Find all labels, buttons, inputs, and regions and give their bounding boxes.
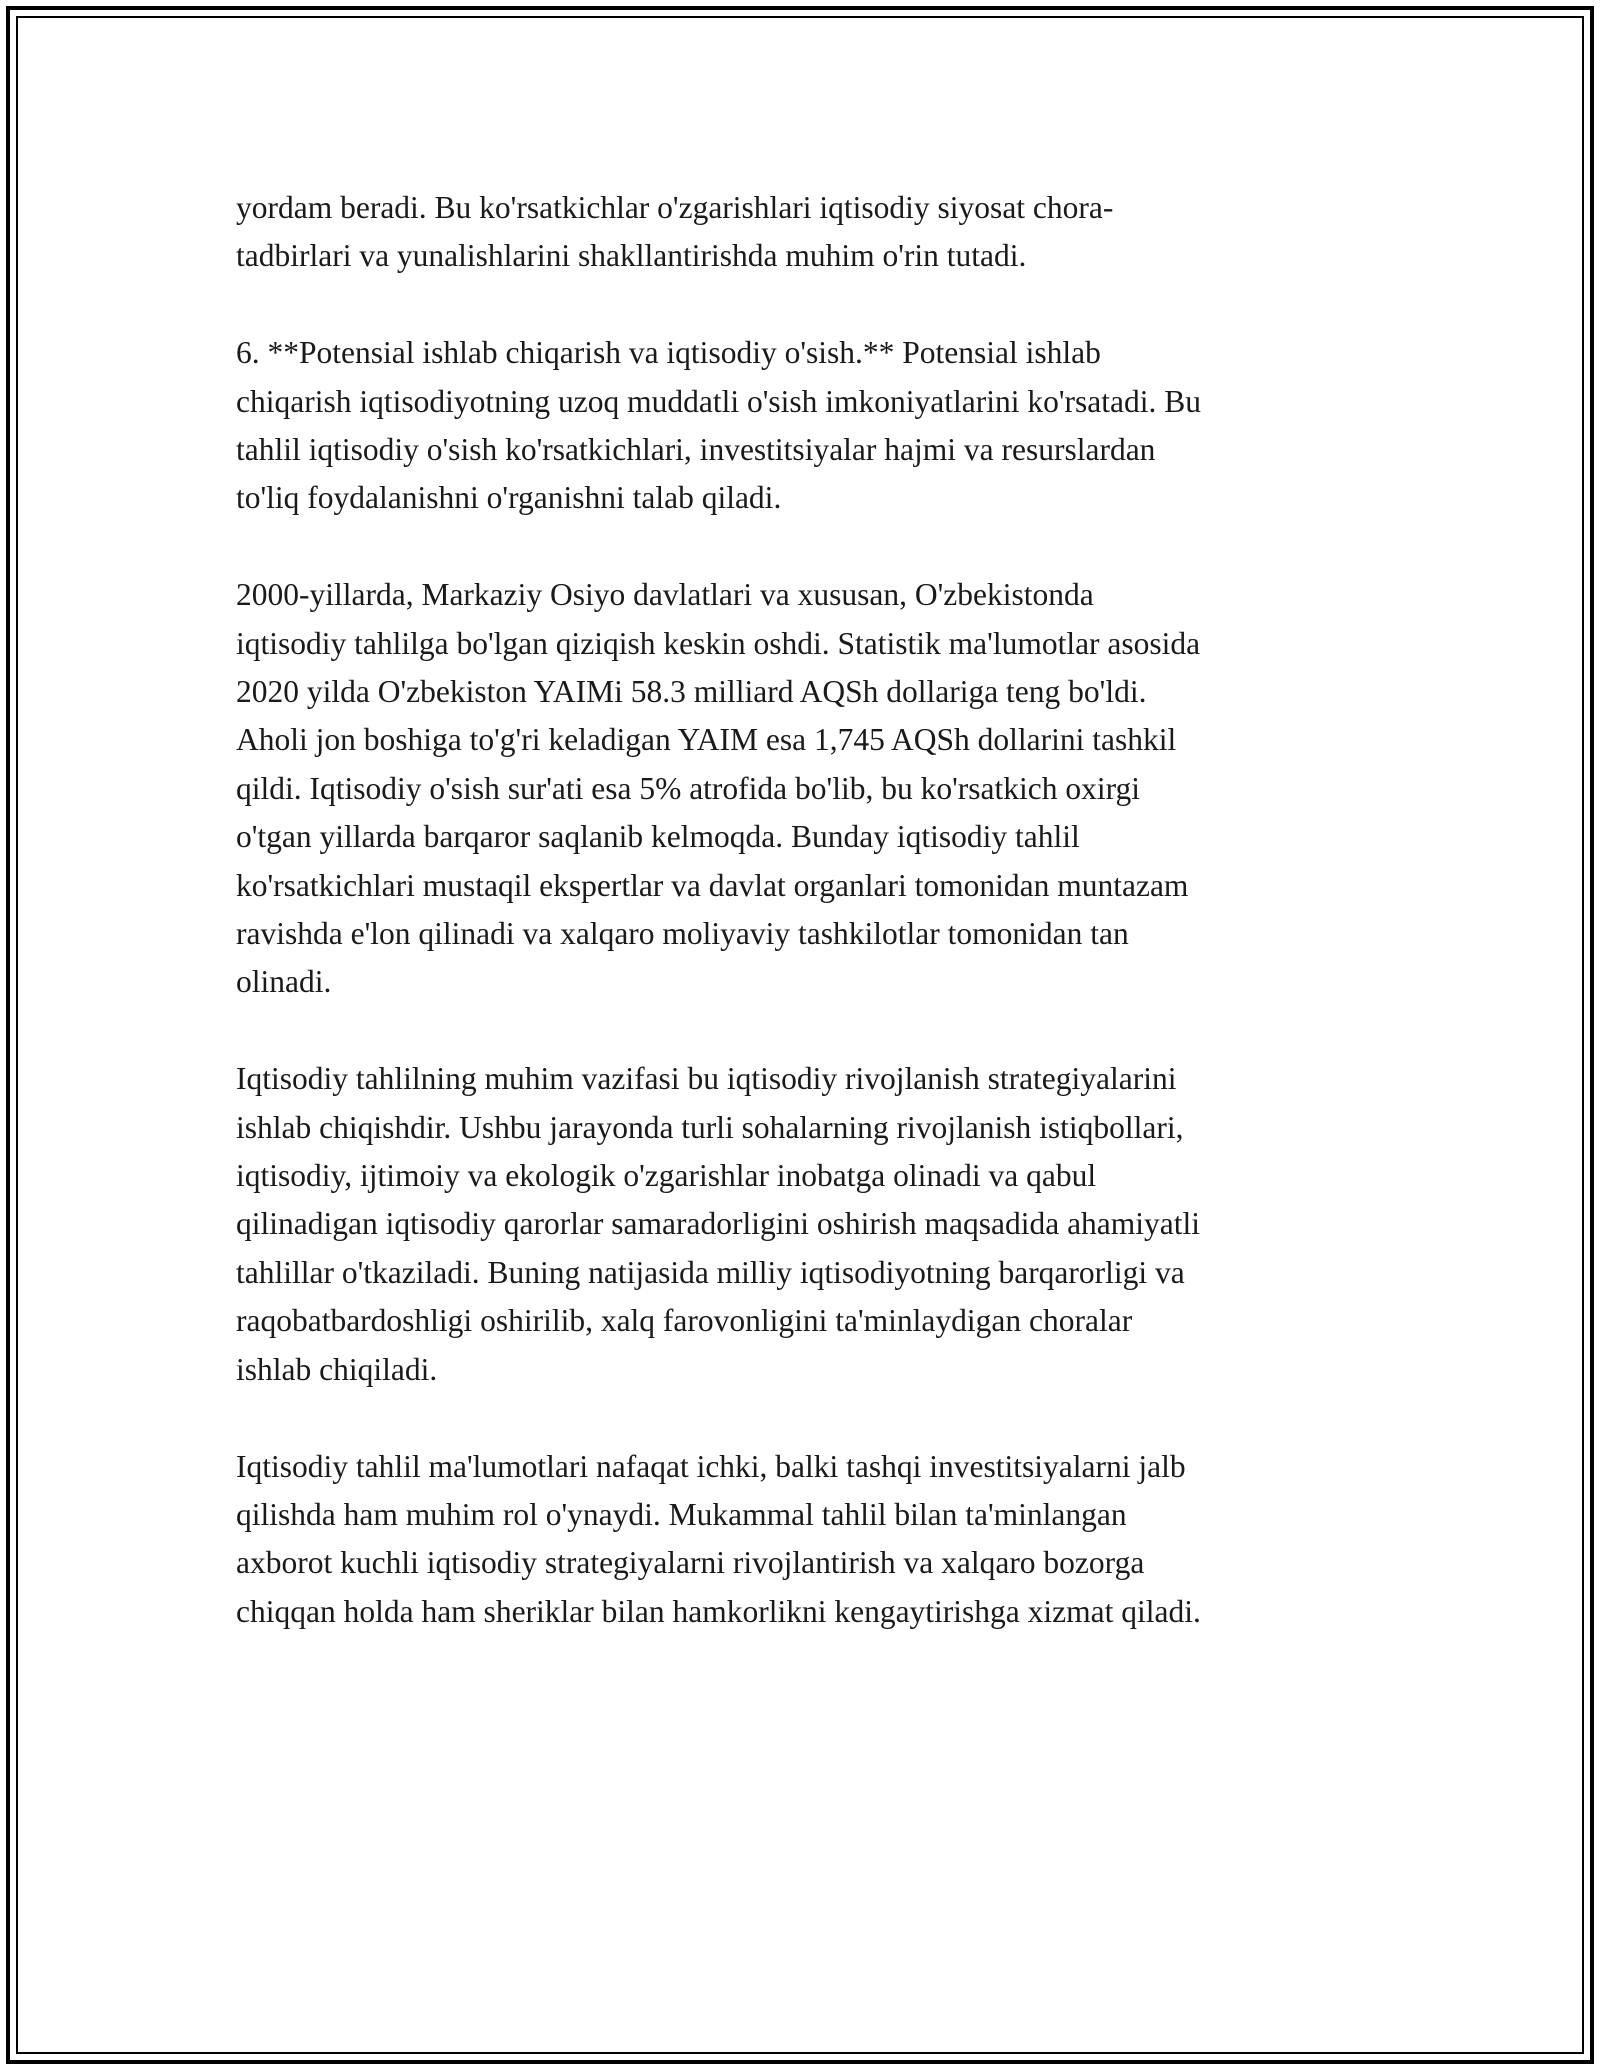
paragraph-4: Iqtisodiy tahlilning muhim vazifasi bu iqtisodiy rivojlanish strategiyalarini ishlab chiqishdir. Ushbu jarayonda turli sohalarning rivojlanish istiqbollari, iqtisodiy, ijtimoiy va ekologik o'zgarishlar inobatga olinadi va qabul qilinadigan iqtisodiy qarorlar samaradorligini oshirish maqsadida ahamiyatli tahlillar o'tkaziladi. Buning natijasida milliy iqtisodiyotning barqarorligi va raqobatbardoshligi oshirilib, xalq farovonligini ta'minlaydigan choralar ishlab chiqiladi. [236, 1061, 1201, 1387]
paragraph-2: 6. **Potensial ishlab chiqarish va iqtisodiy o'sish.** Potensial ishlab chiqarish iqtisodiyotning uzoq muddatli o'sish imkoniyatlarini ko'rsatadi. Bu tahlil iqtisodiy o'sish ko'rsatkichlari, investitsiyalar hajmi va resurslardan to'liq foydalanishni o'rganishni talab qiladi. [236, 335, 1202, 516]
paragraph-5: Iqtisodiy tahlil ma'lumotlari nafaqat ichki, balki tashqi investitsiyalarni jalb qilishda ham muhim rol o'ynaydi. Mukammal tahlil bilan ta'minlangan axborot kuchli iqtisodiy strategiyalarni rivojlantirish va xalqaro bozorga chiqqan holda ham sheriklar bilan hamkorlikni kengaytirishga xizmat qiladi. [236, 1448, 1201, 1629]
paragraph-3: 2000-yillarda, Markaziy Osiyo davlatlari va xususan, O'zbekistonda iqtisodiy tahlilga bo'lgan qiziqish keskin oshdi. Statistik ma'lumotlar asosida 2020 yilda O'zbekiston YAIMi 58.3 milliard AQSh dollariga teng bo'ldi. Aholi jon boshiga to'g'ri keladigan YAIM esa 1,745 AQSh dollarini tashkil qildi. Iqtisodiy o'sish sur'ati esa 5% atrofida bo'lib, bu ko'rsatkich oxirgi o'tgan yillarda barqaror saqlanib kelmoqda. Bunday iqtisodiy tahlil ko'rsatkichlari mustaqil ekspertlar va davlat organlari tomonidan muntazam ravishda e'lon qilinadi va xalqaro moliyaviy tashkilotlar tomonidan tan olinadi. [236, 577, 1201, 1000]
paragraph-1: yordam beradi. Bu ko'rsatkichlar o'zgarishlari iqtisodiy siyosat chora- tadbirlari va yunalishlarini shakllantirishda muhim o'rin tutadi. [236, 190, 1114, 274]
document-body [236, 184, 1366, 1685]
